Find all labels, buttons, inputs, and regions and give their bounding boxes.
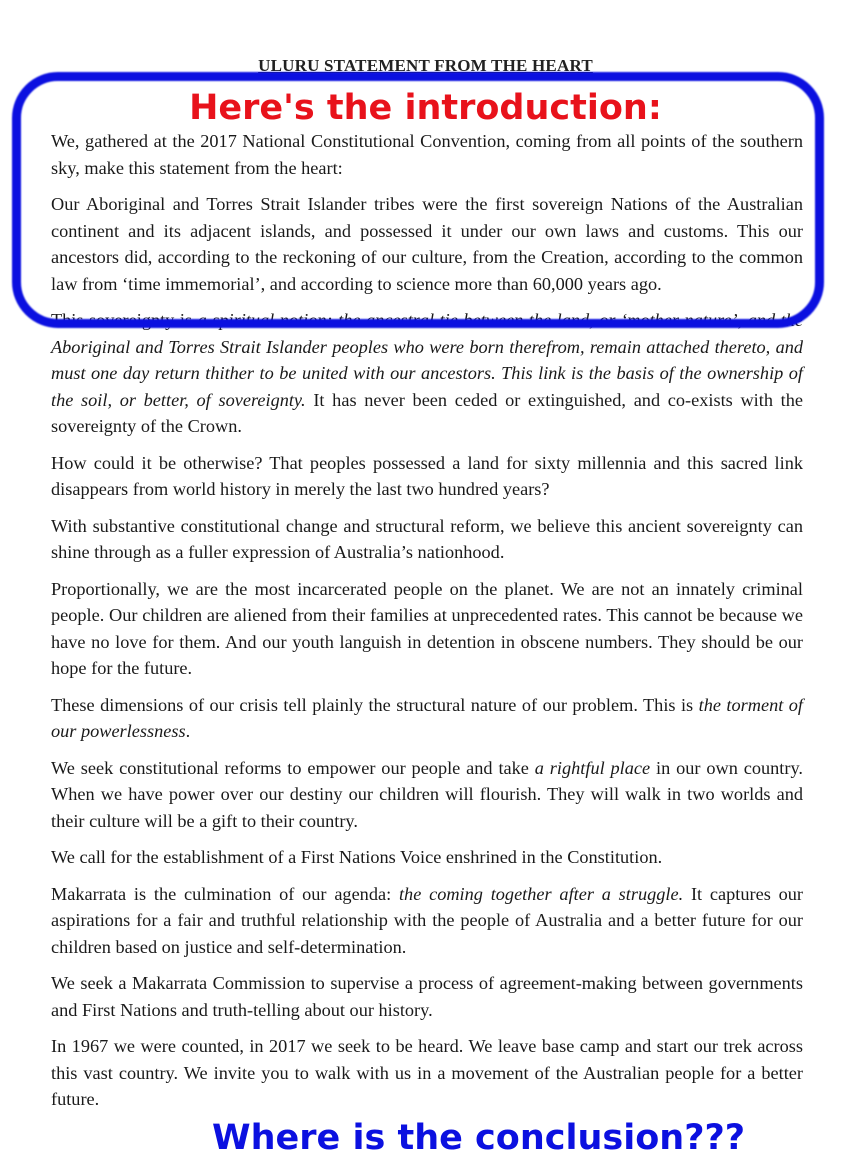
paragraph-italic-run: a spiritual notion: the ancestral tie between the land, or ‘mother nature’, and the Aboriginal and Torres Strait Islander peoples who were born therefrom, remain attached thereto, and must one day return thither to be united with our ancestors. This link is the basis of the ownership of the soil, or better, of sovereignty.	[51, 310, 803, 410]
paragraph-run: It captures our aspirations for a fair and truthful relationship with the people of Australia and a better future for our children based on justice and self-determination.	[51, 883, 803, 957]
paragraph	[51, 128, 803, 181]
conclusion-caption: Where is the conclusion???	[208, 1118, 749, 1158]
paragraph	[51, 692, 803, 745]
introduction-caption	[0, 88, 851, 128]
paragraph	[51, 450, 803, 503]
paragraph-run: We, gathered at the 2017 National Constitutional Convention, coming from all points of the southern sky, make this statement from the heart:	[51, 131, 803, 178]
paragraph-run: These dimensions of our crisis tell plainly the structural nature of our problem. This is	[51, 694, 699, 715]
paragraph	[51, 307, 803, 440]
paragraph	[51, 881, 803, 961]
paragraph-run: We seek a Makarrata Commission to supervise a process of agreement-making between governments and First Nations and truth-telling about our history.	[51, 973, 803, 1020]
paragraph-run: Makarrata is the culmination of our agenda:	[51, 883, 399, 904]
introduction-caption-text: Here's the introduction:	[185, 88, 666, 128]
paragraph	[51, 970, 803, 1023]
paragraph-italic-run: a rightful place	[534, 757, 651, 778]
paragraph	[51, 755, 803, 835]
paragraph	[51, 191, 803, 297]
paragraph-run: .	[185, 721, 191, 741]
paragraph-run: in our own country. When we have power over our destiny our children will flourish. They will walk in two worlds and their culture will be a gift to their country.	[51, 757, 803, 831]
paragraph	[51, 576, 803, 682]
paragraph-run: How could it be otherwise? That peoples possessed a land for sixty millennia and this sacred link disappears from world history in merely the last two hundred years?	[51, 452, 803, 499]
paragraph-run: In 1967 we were counted, in 2017 we seek to be heard. We leave base camp and start our trek across this vast country. We invite you to walk with us in a movement of the Australian people for a better future.	[51, 1036, 803, 1109]
paragraph-italic-run: the torment of our powerlessness	[51, 694, 803, 741]
paragraph-run: We seek constitutional reforms to empower our people and take	[51, 757, 535, 778]
document-title: ULURU STATEMENT FROM THE HEART	[258, 56, 593, 75]
paragraph-italic-run: the coming together after a struggle.	[398, 883, 684, 904]
paragraph-run: Proportionally, we are the most incarcerated people on the planet. We are not an innately criminal people. Our children are aliened from their families at unprecedented rates. This cannot be because we have no love for them. And our youth languish in detention in obscene numbers. They should be our hope for the future.	[51, 578, 803, 678]
paragraph-run: We call for the establishment of a First Nations Voice enshrined in the Constitution.	[51, 847, 663, 867]
paragraph-run: It has never been ceded or extinguished, and co-exists with the sovereignty of the Crown.	[51, 389, 803, 436]
statement-body	[51, 128, 803, 1123]
paragraph	[51, 1033, 803, 1113]
paragraph-run: This sovereignty is	[51, 310, 198, 330]
paragraph-run: With substantive constitutional change and structural reform, we believe this ancient sovereignty can shine through as a fuller expression of Australia’s nationhood.	[51, 515, 803, 562]
paragraph-run: Our Aboriginal and Torres Strait Islander tribes were the first sovereign Nations of the Australian continent and its adjacent islands, and possessed it under our own laws and customs. This our ancestors did, according to the reckoning of our culture, from the Creation, according to the common law from ‘time immemorial’, and according to science more than 60,000 years ago.	[51, 194, 803, 294]
paragraph	[51, 513, 803, 566]
paragraph	[51, 844, 803, 871]
